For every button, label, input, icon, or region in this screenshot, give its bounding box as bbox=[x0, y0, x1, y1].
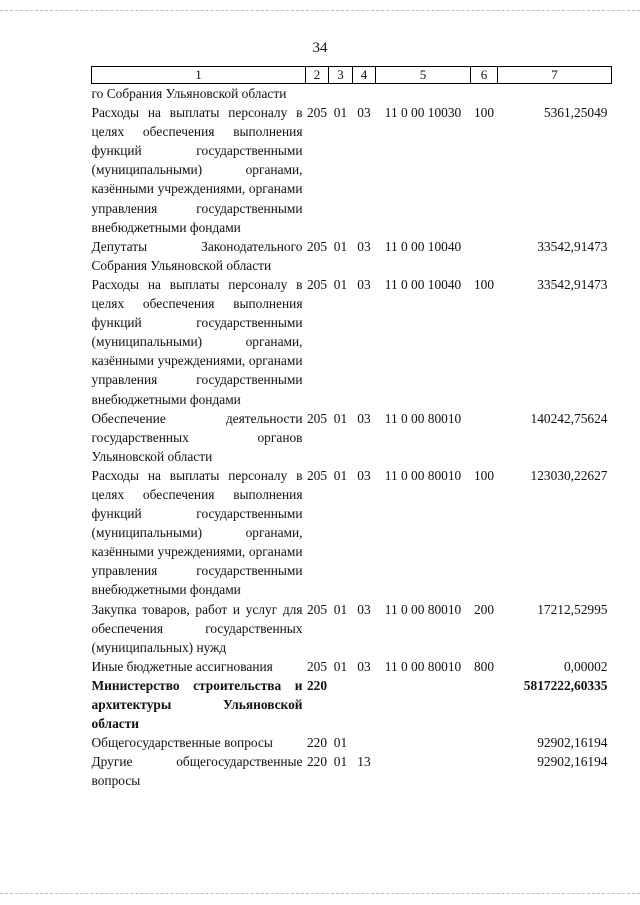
page-number: 34 bbox=[312, 40, 328, 56]
scan-edge-bottom bbox=[0, 893, 640, 895]
section-code: 01 bbox=[333, 410, 348, 426]
target-article-code: 11 0 00 10040 bbox=[384, 276, 462, 292]
target-article-code bbox=[376, 84, 471, 104]
expense-type-code: 100 bbox=[473, 276, 495, 292]
expense-type-code bbox=[471, 752, 498, 790]
section-code bbox=[329, 676, 353, 733]
section-code: 01 bbox=[333, 238, 348, 254]
column-number-row bbox=[92, 67, 612, 84]
subsection-code: 03 bbox=[357, 105, 371, 121]
subsection-code: 03 bbox=[357, 601, 371, 617]
item-name: Обеспечение деятельности государственных органов Ульяновской области bbox=[91, 410, 303, 464]
amount: 92902,16194 bbox=[537, 754, 608, 770]
department-code: 205 bbox=[306, 105, 328, 121]
table-body bbox=[92, 84, 612, 791]
department-code: 205 bbox=[306, 467, 328, 483]
department-code: 220 bbox=[306, 754, 328, 770]
target-article-code: 11 0 00 10040 bbox=[384, 238, 462, 254]
section-code: 01 bbox=[333, 467, 348, 483]
expense-type-code bbox=[471, 84, 498, 104]
table-row bbox=[92, 275, 612, 409]
col-header-7: 7 bbox=[498, 67, 612, 84]
target-article-code: 11 0 00 10030 bbox=[384, 105, 462, 121]
department-code: 205 bbox=[306, 238, 328, 254]
target-article-code bbox=[376, 676, 471, 733]
item-name: го Собрания Ульяновской области bbox=[91, 86, 287, 101]
table-row bbox=[92, 600, 612, 657]
subsection-code bbox=[353, 676, 376, 733]
table-row bbox=[92, 409, 612, 466]
subsection-code: 03 bbox=[357, 238, 371, 254]
item-name: Депутаты Законодательного Собрания Ульяновской области bbox=[91, 238, 303, 273]
subsection-code: 13 bbox=[357, 754, 371, 770]
amount: 5817222,60335 bbox=[523, 677, 608, 693]
amount: 140242,75624 bbox=[530, 410, 608, 426]
target-article-code: 11 0 00 80010 bbox=[384, 467, 462, 483]
department-code: 220 bbox=[306, 735, 328, 751]
target-article-code bbox=[376, 733, 471, 752]
department-code: 205 bbox=[306, 658, 328, 674]
target-article-code bbox=[376, 752, 471, 790]
target-article-code: 11 0 00 80010 bbox=[384, 410, 462, 426]
amount: 92902,16194 bbox=[537, 735, 608, 751]
item-name: Иные бюджетные ассигнования bbox=[91, 658, 273, 674]
col-header-3: 3 bbox=[329, 67, 353, 84]
scan-edge-top bbox=[0, 10, 640, 12]
expense-type-code: 100 bbox=[473, 467, 495, 483]
department-code bbox=[306, 84, 329, 104]
department-code: 205 bbox=[306, 276, 328, 292]
table-row bbox=[92, 752, 612, 790]
section-code: 01 bbox=[333, 601, 348, 617]
target-article-code: 11 0 00 80010 bbox=[384, 601, 462, 617]
item-name: Общегосударственные вопросы bbox=[91, 735, 273, 751]
table-row bbox=[92, 676, 612, 733]
amount: 5361,25049 bbox=[543, 105, 608, 121]
table-row bbox=[92, 466, 612, 600]
amount: 17212,52995 bbox=[537, 601, 608, 617]
table-row bbox=[92, 103, 612, 237]
subsection-code: 03 bbox=[357, 658, 371, 674]
expense-type-code bbox=[471, 237, 498, 275]
table-row bbox=[92, 237, 612, 275]
col-header-2: 2 bbox=[306, 67, 329, 84]
amount: 33542,91473 bbox=[537, 276, 608, 292]
expense-type-code bbox=[471, 676, 498, 733]
table-row bbox=[92, 657, 612, 676]
section-code: 01 bbox=[333, 105, 348, 121]
target-article-code: 11 0 00 80010 bbox=[384, 658, 462, 674]
expense-type-code: 200 bbox=[473, 601, 495, 617]
section-code bbox=[329, 84, 353, 104]
section-code: 01 bbox=[333, 754, 348, 770]
col-header-1: 1 bbox=[92, 67, 306, 84]
item-name: Расходы на выплаты персоналу в целях обеспечения выполнения функций государственными (муниципальными) органами, казёнными учреждениями, органами управления государственными внебюджетными фондами bbox=[91, 276, 303, 407]
subsection-code: 03 bbox=[357, 276, 371, 292]
item-name: Расходы на выплаты персоналу в целях обеспечения выполнения функций государственными (муниципальными) органами, казёнными учреждениями, органами управления государственными внебюджетными фондами bbox=[91, 105, 303, 235]
col-header-6: 6 bbox=[471, 67, 498, 84]
section-code: 01 bbox=[333, 658, 348, 674]
amount bbox=[498, 84, 612, 104]
col-header-4: 4 bbox=[353, 67, 376, 84]
item-name: Другие общегосударственные вопросы bbox=[91, 754, 303, 789]
table-row bbox=[92, 84, 612, 104]
item-name: Закупка товаров, работ и услуг для обеспечения государственных (муниципальных) нужд bbox=[91, 601, 303, 655]
expense-type-code: 800 bbox=[473, 658, 495, 674]
expense-type-code: 100 bbox=[473, 105, 495, 121]
item-name: Министерство строительства и архитектуры Ульяновской области bbox=[91, 677, 303, 732]
expense-type-code bbox=[471, 733, 498, 752]
budget-table bbox=[91, 66, 612, 790]
amount: 33542,91473 bbox=[537, 238, 608, 254]
section-code: 01 bbox=[333, 735, 348, 751]
department-code: 220 bbox=[306, 677, 328, 693]
amount: 123030,22627 bbox=[530, 467, 608, 483]
department-code: 205 bbox=[306, 601, 328, 617]
expense-type-code bbox=[471, 409, 498, 466]
subsection-code bbox=[353, 733, 376, 752]
department-code: 205 bbox=[306, 410, 328, 426]
subsection-code: 03 bbox=[357, 410, 371, 426]
item-name: Расходы на выплаты персоналу в целях обеспечения выполнения функций государственными (муниципальными) органами, казёнными учреждениями, органами управления государственными внебюджетными фондами bbox=[91, 467, 303, 598]
amount: 0,00002 bbox=[563, 658, 608, 674]
subsection-code bbox=[353, 84, 376, 104]
subsection-code: 03 bbox=[357, 467, 371, 483]
table-row bbox=[92, 733, 612, 752]
section-code: 01 bbox=[333, 276, 348, 292]
col-header-5: 5 bbox=[376, 67, 471, 84]
